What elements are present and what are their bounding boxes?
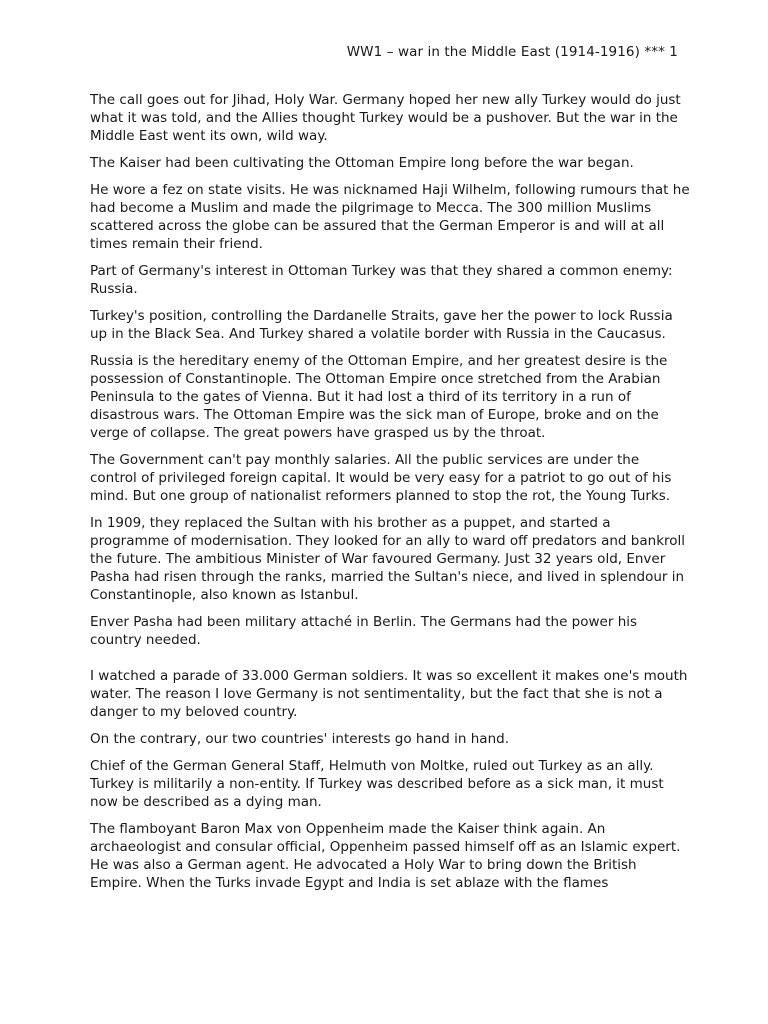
paragraph-contrary: On the contrary, our two countries' interests go hand in hand. — [90, 731, 509, 747]
paragraph-parade: I watched a parade of 33.000 German soldiers. It was so excellent it makes one's mouth water. The reason I love Germany is not sentimentality, but the fact that she is not a danger to my beloved country. — [90, 668, 688, 720]
paragraph-hereditary-enemy: Russia is the hereditary enemy of the Ottoman Empire, and her greatest desire is the possession of Constantinople. The Ottoman Empire once stretched from the Arabian Peninsula to the gates of Vienna. But it had lost a third of its territory in a run of disastrous wars. The Ottoman Empire was the sick man of Europe, broke and on the verge of collapse. The great powers have grasped us by the throat. — [90, 353, 668, 441]
paragraph-moltke: Chief of the German General Staff, Helmuth von Moltke, ruled out Turkey as an ally. Turkey is militarily a non-entity. If Turkey was described before as a sick man, it must now be described as a dying man. — [90, 758, 664, 810]
paragraph-government: The Government can't pay monthly salaries. All the public services are under the control of privileged foreign capital. It would be very easy for a patriot to go out of his mind. But one group of nationalist reformers planned to stop the rot, the Young Turks. — [90, 452, 672, 504]
paragraph-common-enemy: Part of Germany's interest in Ottoman Turkey was that they shared a common enemy: Russia. — [90, 263, 673, 297]
paragraph-jihad: The call goes out for Jihad, Holy War. Germany hoped her new ally Turkey would do just what it was told, and the Allies thought Turkey would be a pushover. But the war in the Middle East went its own, wild way. — [90, 92, 681, 144]
paragraph-enver-pasha: Enver Pasha had been military attaché in Berlin. The Germans had the power his country needed. — [90, 614, 638, 648]
paragraph-kaiser: The Kaiser had been cultivating the Ottoman Empire long before the war began. — [90, 155, 634, 171]
running-header: WW1 – war in the Middle East (1914-1916) *** 1 — [346, 44, 678, 60]
paragraph-fez: He wore a fez on state visits. He was nicknamed Haji Wilhelm, following rumours that he had become a Muslim and made the pilgrimage to Mecca. The 300 million Muslims scattered across the globe can be assured that the German Emperor is and will at all times remain their friend. — [90, 182, 690, 252]
paragraph-1909: In 1909, they replaced the Sultan with his brother as a puppet, and started a programme of modernisation. They looked for an ally to ward off predators and bankroll the future. The ambitious Minister of War favoured Germany. Just 32 years old, Enver Pasha had risen through the ranks, married the Sultan's niece, and lived in splendour in Constantinople, also known as Istanbul. — [90, 515, 686, 603]
paragraph-oppenheim: The flamboyant Baron Max von Oppenheim made the Kaiser think again. An archaeologist and consular official, Oppenheim passed himself off as an Islamic expert. He was also a German agent. He advocated a Holy War to bring down the British Empire. When the Turks invade Egypt and India is set ablaze with the flames — [90, 821, 681, 891]
paragraph-dardanelles: Turkey's position, controlling the Dardanelle Straits, gave her the power to lock Russia up in the Black Sea. And Turkey shared a volatile border with Russia in the Caucasus. — [90, 308, 673, 342]
document-body — [90, 91, 690, 901]
